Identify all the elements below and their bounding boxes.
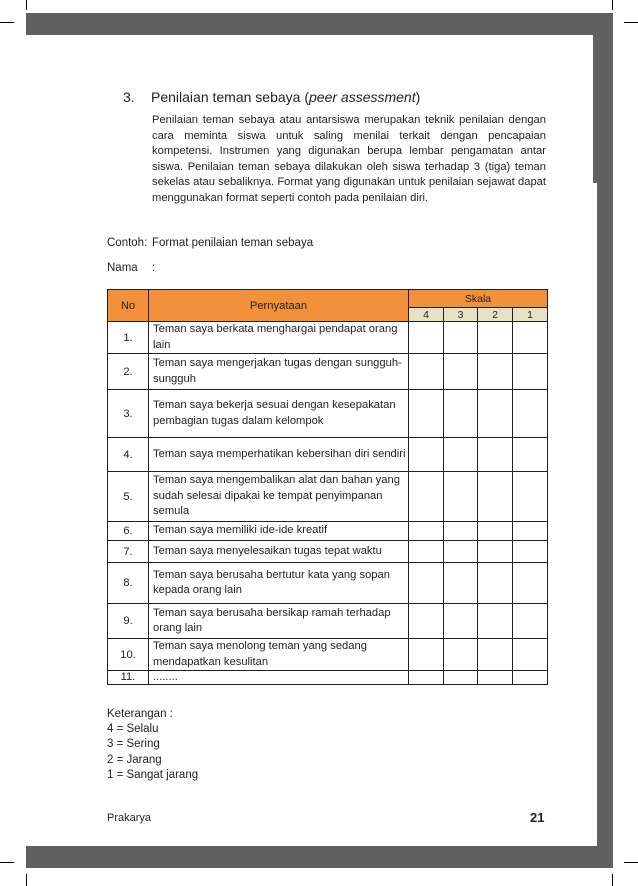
- crop-mark: [624, 862, 638, 863]
- score-cell[interactable]: [444, 354, 478, 390]
- score-cell[interactable]: [409, 541, 444, 563]
- score-cell[interactable]: [513, 604, 548, 639]
- table-row: [108, 563, 548, 604]
- section-title-italic: peer assessment: [309, 89, 416, 105]
- score-cell[interactable]: [409, 354, 444, 390]
- bottom-band: [26, 846, 613, 868]
- row-statement: Teman saya menyelesaikan tugas tepat waktu: [149, 541, 409, 563]
- score-cell[interactable]: [478, 541, 513, 563]
- score-cell[interactable]: [409, 322, 444, 354]
- score-cell[interactable]: [478, 472, 513, 522]
- score-cell[interactable]: [478, 639, 513, 671]
- score-cell[interactable]: [444, 671, 478, 685]
- score-cell[interactable]: [478, 354, 513, 390]
- legend-title: Keterangan :: [107, 708, 173, 720]
- row-statement: Teman saya bekerja sesuai dengan kesepakatan pembagian tugas dalam kelompok: [149, 390, 409, 438]
- section-heading: [123, 89, 420, 105]
- assessment-table: [107, 289, 548, 685]
- score-cell[interactable]: [513, 354, 548, 390]
- table-row: [108, 522, 548, 541]
- table-row: [108, 322, 548, 354]
- crop-mark: [612, 0, 613, 10]
- score-cell[interactable]: [513, 438, 548, 472]
- legend-item: 1 = Sangat jarang: [107, 768, 199, 781]
- score-cell[interactable]: [409, 563, 444, 604]
- crop-mark: [26, 0, 27, 10]
- scale-2: 2: [478, 308, 513, 322]
- score-cell[interactable]: [478, 563, 513, 604]
- row-number: 3.: [108, 390, 149, 438]
- footer-subject: Prakarya: [107, 812, 152, 824]
- row-number: 11.: [108, 671, 149, 685]
- crop-mark: [624, 22, 638, 23]
- section-title-end: ): [415, 89, 421, 105]
- row-number: 8.: [108, 563, 149, 604]
- table-row: [108, 390, 548, 438]
- score-cell[interactable]: [444, 639, 478, 671]
- row-number: 6.: [108, 522, 149, 541]
- row-statement: Teman saya menolong teman yang sedang mendapatkan kesulitan: [149, 639, 409, 671]
- score-cell[interactable]: [409, 522, 444, 541]
- score-cell[interactable]: [478, 522, 513, 541]
- score-cell[interactable]: [513, 322, 548, 354]
- score-cell[interactable]: [513, 639, 548, 671]
- right-band: [597, 13, 613, 868]
- score-cell[interactable]: [478, 322, 513, 354]
- score-cell[interactable]: [478, 438, 513, 472]
- name-label: Nama: [107, 262, 138, 274]
- section-paragraph: Penilaian teman sebaya atau antarsiswa merupakan teknik penilaian dengan cara meminta siswa untuk saling menilai terkait dengan pencapaian kompetensi. Instrumen yang digunakan berupa lembar pengamatan antar siswa. Penilaian teman sebaya dilakukan oleh siswa terhadap 3 (tiga) teman sekelas atau sebaliknya. Format yang digunakan untuk penilaian sejawat dapat menggunakan format seperti contoh pada penilaian diri.: [152, 114, 546, 204]
- score-cell[interactable]: [444, 604, 478, 639]
- table-row: [108, 541, 548, 563]
- score-cell[interactable]: [513, 671, 548, 685]
- score-cell[interactable]: [409, 390, 444, 438]
- top-band: [26, 13, 613, 35]
- crop-mark: [0, 22, 14, 23]
- score-cell[interactable]: [444, 322, 478, 354]
- row-statement: Teman saya mengembalikan alat dan bahan yang sudah selesai dipakai ke tempat penyimpanan semula: [149, 472, 409, 522]
- score-cell[interactable]: [409, 639, 444, 671]
- row-number: 5.: [108, 472, 149, 522]
- legend-item: 4 = Selalu: [107, 723, 159, 736]
- row-statement: Teman saya memiliki ide-ide kreatif: [149, 522, 409, 541]
- row-number: 1.: [108, 322, 149, 354]
- score-cell[interactable]: [409, 438, 444, 472]
- legend: [107, 707, 198, 783]
- score-cell[interactable]: [478, 390, 513, 438]
- row-statement: Teman saya berusaha bertutur kata yang sopan kepada orang lain: [149, 563, 409, 604]
- row-number: 9.: [108, 604, 149, 639]
- page-number: 21: [530, 810, 545, 825]
- name-line: [107, 262, 155, 274]
- header-statement: Pernyataan: [149, 290, 409, 322]
- row-statement: Teman saya mengerjakan tugas dengan sungguh-sungguh: [149, 354, 409, 390]
- score-cell[interactable]: [409, 604, 444, 639]
- score-cell[interactable]: [444, 541, 478, 563]
- row-number: 4.: [108, 438, 149, 472]
- table-row: [108, 671, 548, 685]
- crop-mark: [612, 874, 613, 886]
- crop-mark: [0, 862, 14, 863]
- row-number: 10.: [108, 639, 149, 671]
- row-statement: Teman saya berkata menghargai pendapat orang lain: [149, 322, 409, 354]
- score-cell[interactable]: [444, 472, 478, 522]
- legend-item: 2 = Jarang: [107, 753, 162, 766]
- score-cell[interactable]: [409, 671, 444, 685]
- score-cell[interactable]: [409, 472, 444, 522]
- table-row: [108, 472, 548, 522]
- score-cell[interactable]: [444, 438, 478, 472]
- row-statement: ........: [149, 671, 409, 685]
- row-statement: Teman saya memperhatikan kebersihan diri sendiri: [149, 438, 409, 472]
- score-cell[interactable]: [478, 604, 513, 639]
- score-cell[interactable]: [513, 563, 548, 604]
- row-number: 7.: [108, 541, 149, 563]
- scale-3: 3: [444, 308, 478, 322]
- header-scale: Skala: [409, 290, 548, 308]
- header-no: No: [108, 290, 149, 322]
- row-number: 2.: [108, 354, 149, 390]
- section-title: Penilaian teman sebaya (: [151, 89, 309, 105]
- score-cell[interactable]: [513, 472, 548, 522]
- scale-1: 1: [513, 308, 548, 322]
- score-cell[interactable]: [444, 522, 478, 541]
- row-statement: Teman saya berusaha bersikap ramah terhadap orang lain: [149, 604, 409, 639]
- score-cell[interactable]: [444, 390, 478, 438]
- score-cell[interactable]: [513, 541, 548, 563]
- table-row: [108, 438, 548, 472]
- score-cell[interactable]: [478, 671, 513, 685]
- score-cell[interactable]: [444, 563, 478, 604]
- example-label: Contoh:: [107, 237, 148, 249]
- example-text: Format penilaian teman sebaya: [152, 237, 314, 249]
- scale-4: 4: [409, 308, 444, 322]
- legend-item: 3 = Sering: [107, 738, 160, 751]
- crop-mark: [26, 874, 27, 886]
- table-row: [108, 639, 548, 671]
- score-cell[interactable]: [513, 390, 548, 438]
- name-colon: :: [152, 262, 156, 274]
- table-row: [108, 604, 548, 639]
- score-cell[interactable]: [513, 522, 548, 541]
- table-row: [108, 354, 548, 390]
- example-line: [107, 237, 313, 249]
- section-number: 3.: [123, 89, 135, 105]
